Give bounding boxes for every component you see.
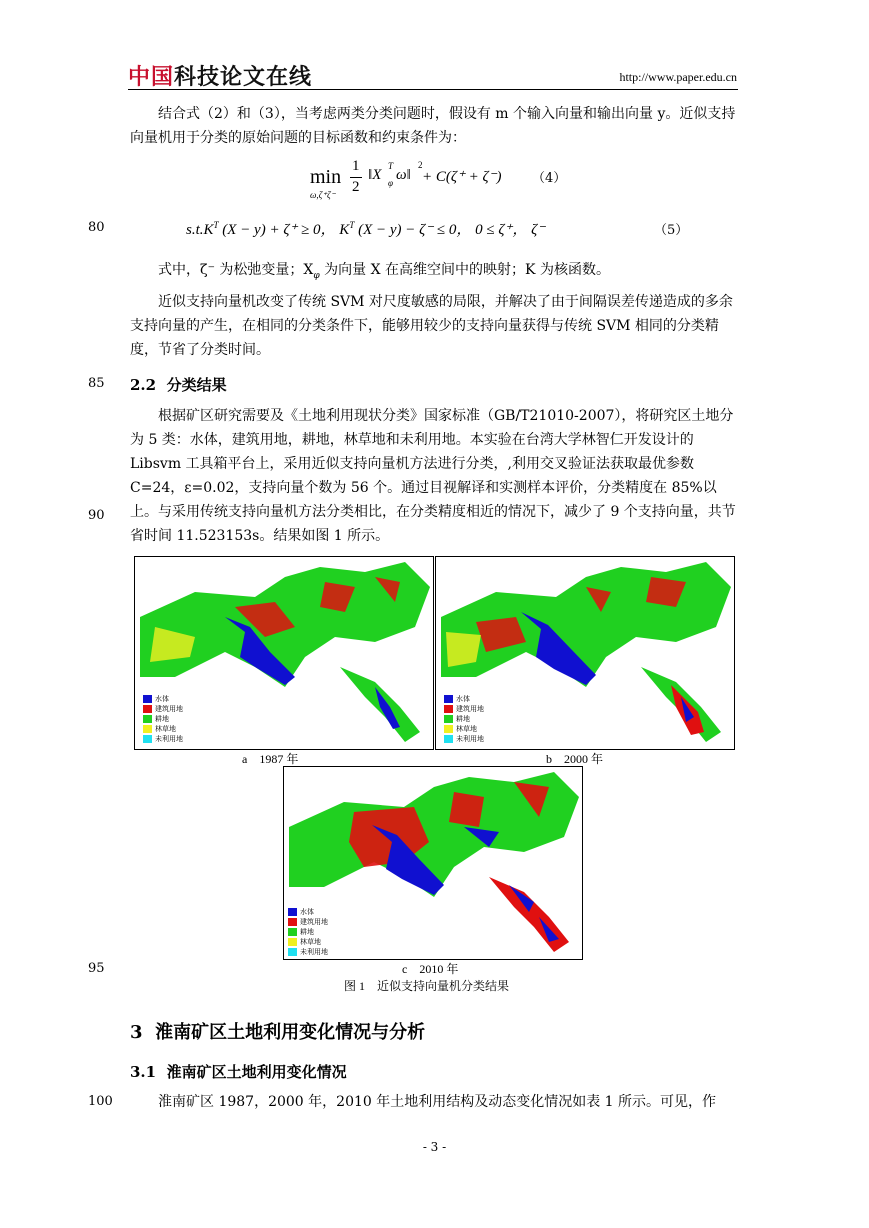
map-panel-1987 xyxy=(134,556,434,750)
legend-item: 水体 xyxy=(143,694,183,704)
line-number-80: 80 xyxy=(88,220,105,235)
page-number: - 3 - xyxy=(422,1140,447,1154)
legend-item: 未利用地 xyxy=(143,734,183,744)
map-2010-legend xyxy=(288,907,328,957)
section-2-2-heading: 2.2 分类结果 xyxy=(130,376,227,394)
map-2010-graphic xyxy=(284,767,582,959)
eq4-sub: φ xyxy=(388,178,393,188)
eq4-min-sub: ω,ζ⁺ζ⁻ xyxy=(310,190,336,200)
equation-5: $s.t.K^T$ (X − y) + ζ⁺ ≥ 0， $K^T$ (X − y) − ζ⁻ ≤ 0， 0 ≤ ζ⁺， ζ⁻ xyxy=(186,220,546,238)
legend-item: 耕地 xyxy=(288,927,328,937)
line-number-95: 95 xyxy=(88,961,105,976)
figure-label-a: a 1987 年 xyxy=(242,752,299,766)
journal-logo: 中国科技论文在线 xyxy=(128,65,313,90)
paragraph-3: 根据矿区研究需要及《土地利用现状分类》国家标准（GB/T21010-2007），将研究区土地分为 5 类：水体，建筑用地，耕地，林草地和未利用地。本实验在台湾大学林智仁开发设计的 Libsvm 工具箱平台上，采用近似支持向量机方法进行分类，,利用交叉验证法获取最优参数 C=24，ε=0.02，支持向量个数为 56 个。通过目视解译和实测样本评价，分类精度在 85%以上。与采用传统支持向量机方法分类相比，在分类精度相近的情况下，减少了 9 个支持向量，共节省时间 11.523153s。结果如图 1 所示。 xyxy=(130,408,736,544)
section-3-heading: 3 淮南矿区土地利用变化情况与分析 xyxy=(130,1022,426,1043)
legend-item: 水体 xyxy=(444,694,484,704)
eq4-frac-bar xyxy=(350,177,362,178)
where-line: 式中，ζ⁻ 为松弛变量；$X_\varphi$ 为向量 X 在高维空间中的映射；K 为核函数。 xyxy=(158,262,610,281)
figure-caption: 图 1 近似支持向量机分类结果 xyxy=(344,979,510,993)
eq4-frac-den: 2 xyxy=(352,179,360,195)
paragraph-1: 结合式（2）和（3），当考虑两类分类问题时，假设有 m 个输入向量和输出向量 y。近似支持向量机用于分类的原始问题的目标函数和约束条件为： xyxy=(130,106,736,146)
legend-item: 耕地 xyxy=(444,714,484,724)
legend-item: 林草地 xyxy=(143,724,183,734)
header-url[interactable]: http://www.paper.edu.cn xyxy=(619,70,737,84)
eq4-norm-close: ω‖ xyxy=(396,167,411,183)
eq4-min: min xyxy=(310,166,342,188)
section-3-1-heading: 3.1 淮南矿区土地利用变化情况 xyxy=(130,1063,347,1081)
line-number-85: 85 xyxy=(88,376,105,391)
legend-item: 水体 xyxy=(288,907,328,917)
legend-item: 未利用地 xyxy=(444,734,484,744)
eq5-number: （5） xyxy=(654,223,689,238)
map-2000-legend xyxy=(444,694,484,744)
legend-item: 建筑用地 xyxy=(288,917,328,927)
paragraph-2: 近似支持向量机改变了传统 SVM 对尺度敏感的局限，并解决了由于间隔误差传递造成的多余支持向量的产生，在相同的分类条件下，能够用较少的支持向量获得与传统 SVM 相同的分类精度，节省了分类时间。 xyxy=(130,294,733,358)
line-number-100: 100 xyxy=(88,1094,113,1109)
legend-item: 未利用地 xyxy=(288,947,328,957)
eq5-part2: (X − y) − ζ⁻ ≤ 0， 0 ≤ ζ⁺， ζ⁻ xyxy=(358,222,546,238)
legend-item: 建筑用地 xyxy=(444,704,484,714)
figure-label-b: b 2000 年 xyxy=(546,752,604,766)
eq5-part1: (X − y) + ζ⁺ ≥ 0， K xyxy=(222,222,350,238)
eq4-tail: + C(ζ⁺ + ζ⁻) xyxy=(422,169,502,185)
legend-item: 林草地 xyxy=(444,724,484,734)
legend-item: 耕地 xyxy=(143,714,183,724)
legend-item: 建筑用地 xyxy=(143,704,183,714)
eq4-square: 2 xyxy=(418,160,423,170)
eq4-sup: T xyxy=(388,161,394,171)
map-panel-2000 xyxy=(435,556,735,750)
eq4-frac-num: 1 xyxy=(352,158,360,174)
line-number-90: 90 xyxy=(88,508,105,523)
map-panel-2010 xyxy=(283,766,583,960)
legend-item: 林草地 xyxy=(288,937,328,947)
map-1987-legend xyxy=(143,694,183,744)
eq4-number: （4） xyxy=(532,171,567,186)
eq5-st: s.t.K xyxy=(186,222,214,238)
eq4-norm-open: ‖X xyxy=(368,167,382,183)
equation-4 xyxy=(310,158,610,204)
header-rule xyxy=(128,89,738,90)
figure-label-c: c 2010 年 xyxy=(402,962,459,976)
paragraph-4: 淮南矿区 1987，2000 年，2010 年土地利用结构及动态变化情况如表 1 所示。可见，作 xyxy=(158,1094,717,1110)
